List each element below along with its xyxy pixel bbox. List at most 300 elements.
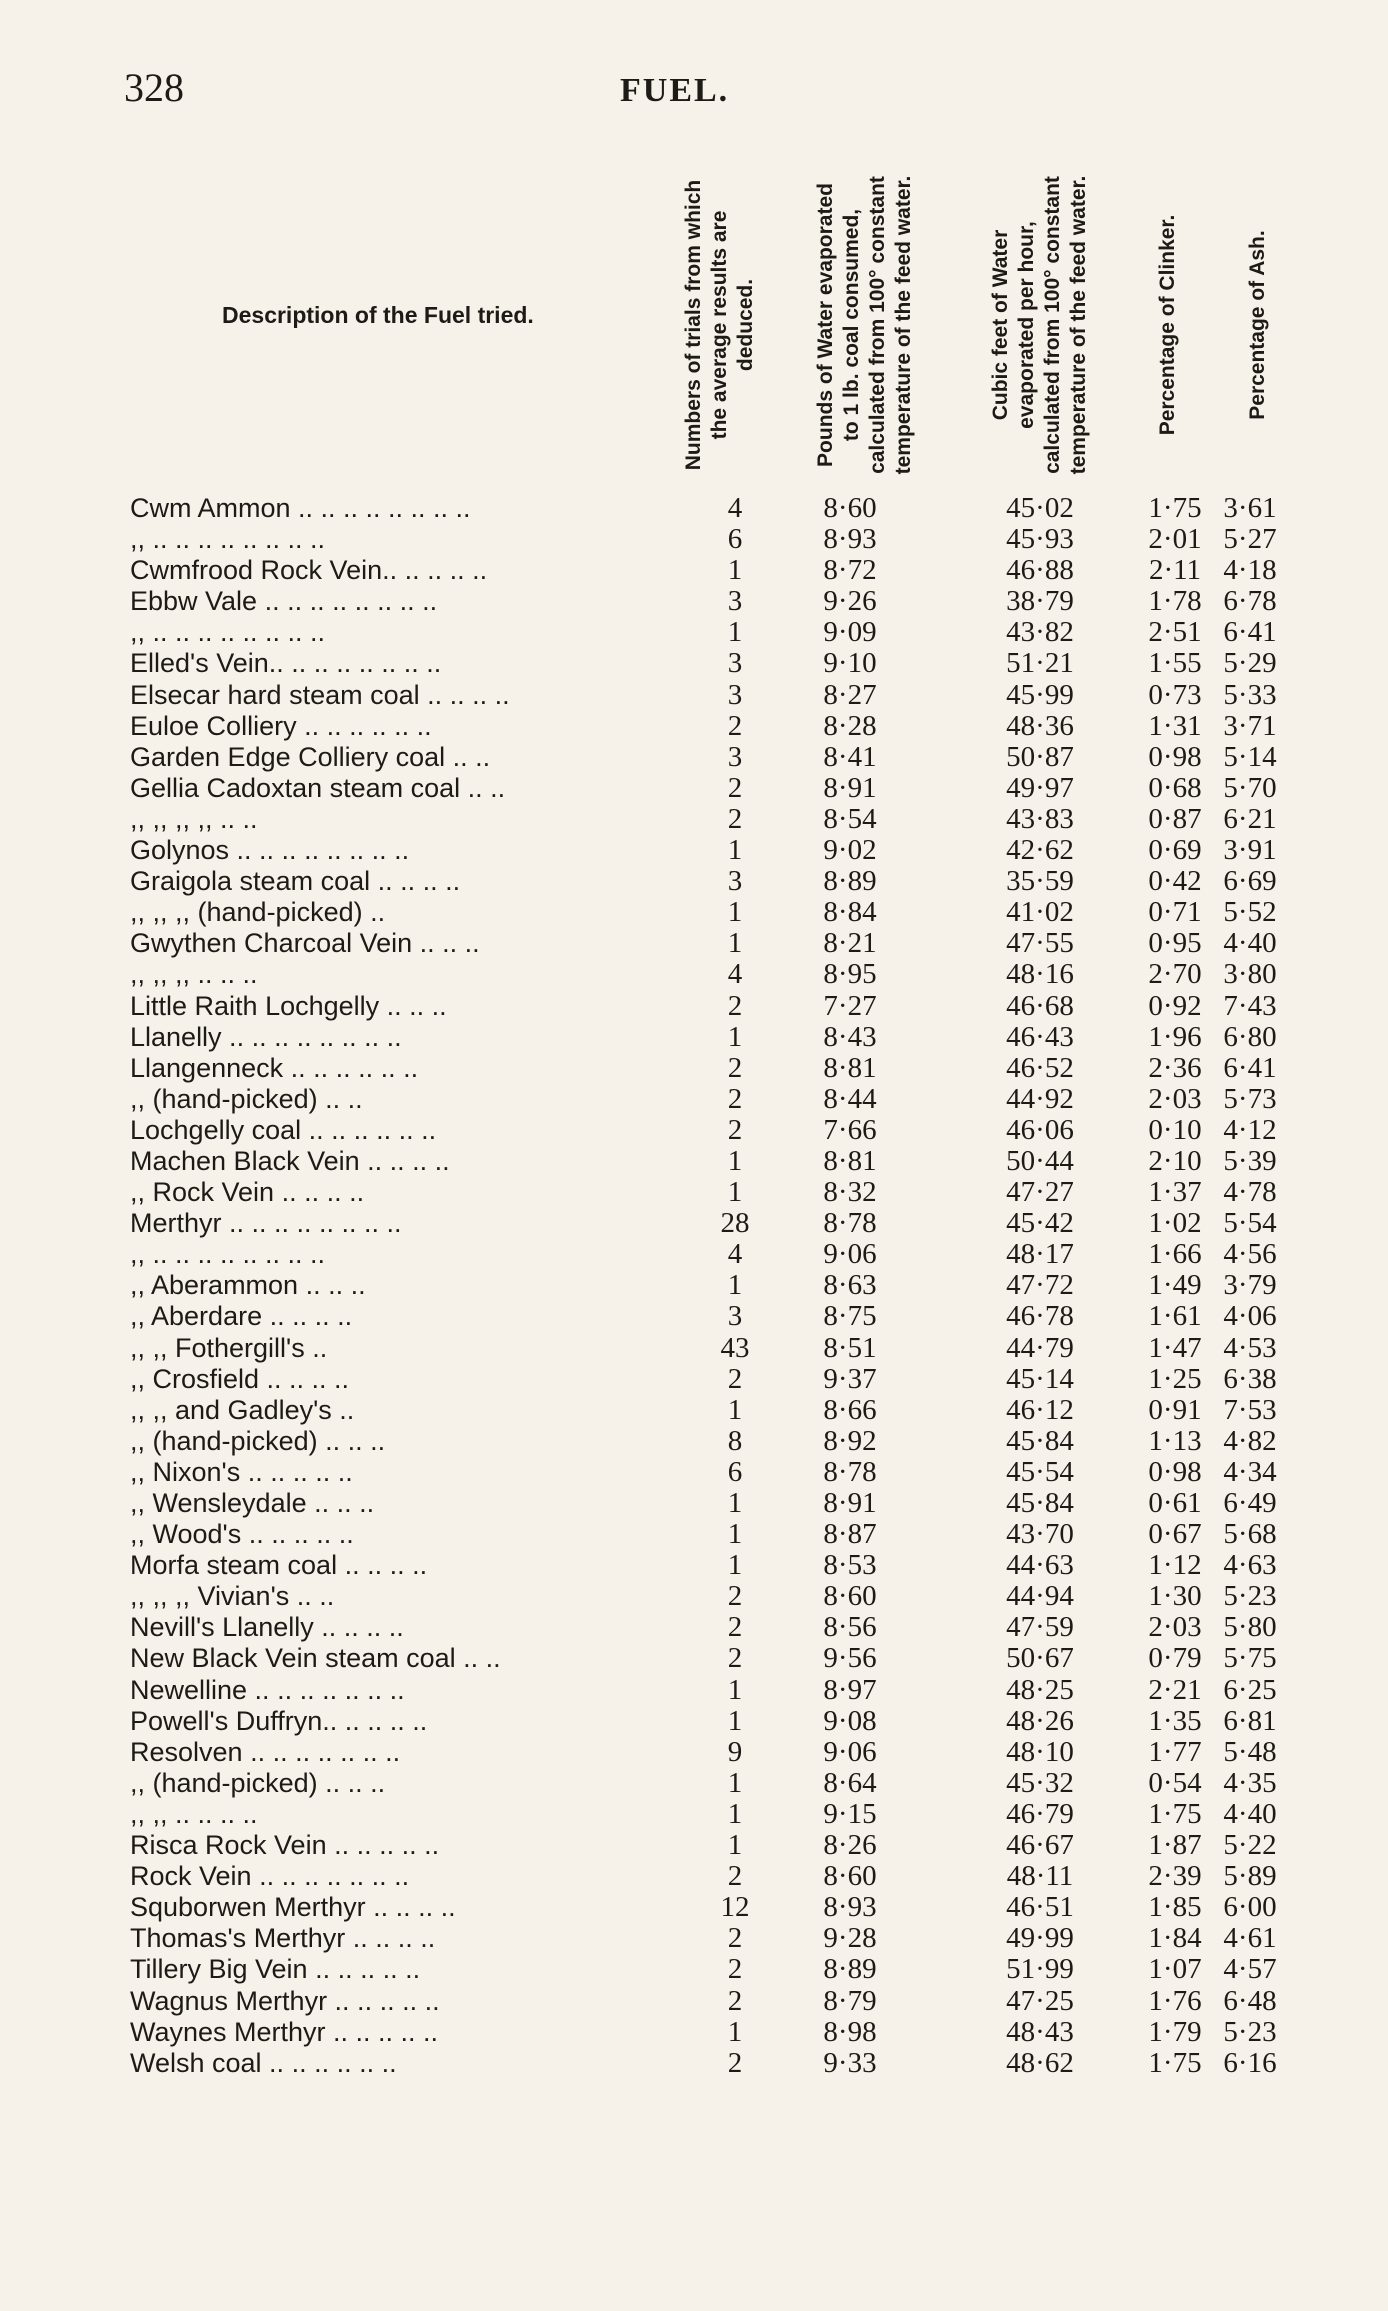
table-row	[130, 1519, 1280, 1550]
clinker-percent: 2·10	[1148, 1144, 1202, 1177]
trials-count: 1	[727, 896, 743, 929]
clinker-percent: 0·95	[1148, 927, 1202, 960]
pounds-water-value: 8·27	[823, 678, 877, 711]
cubic-feet-value: 45·32	[1006, 1766, 1074, 1799]
ash-percent: 6·80	[1223, 1020, 1277, 1053]
trials-count: 8	[727, 1424, 743, 1457]
ash-percent: 5·54	[1223, 1207, 1277, 1240]
table-row	[130, 1488, 1280, 1519]
cubic-feet-value: 47·27	[1006, 1176, 1074, 1209]
trials-count: 2	[727, 709, 743, 742]
table-row	[130, 524, 1280, 555]
column-header-trials: Numbers of trials from which the average results are deduced.	[682, 179, 757, 471]
fuel-description: ,, ,, ,, .. .. ..	[130, 959, 258, 990]
fuel-description: ,, Aberammon .. .. ..	[130, 1270, 366, 1301]
trials-count: 2	[727, 1860, 743, 1893]
cubic-feet-value: 48·11	[1006, 1860, 1074, 1893]
table-row	[130, 1923, 1280, 1954]
trials-count: 2	[727, 1984, 743, 2017]
trials-count: 2	[727, 1113, 743, 1146]
pounds-water-value: 8·53	[823, 1549, 877, 1582]
trials-count: 3	[727, 585, 743, 618]
ash-percent: 5·52	[1223, 896, 1277, 929]
trials-count: 1	[727, 554, 743, 587]
cubic-feet-value: 45·14	[1006, 1362, 1074, 1395]
trials-count: 6	[727, 1455, 743, 1488]
ash-percent: 6·00	[1223, 1891, 1277, 1924]
pounds-water-value: 9·15	[823, 1797, 877, 1830]
fuel-description: Welsh coal .. .. .. .. .. ..	[130, 2047, 397, 2078]
clinker-percent: 1·61	[1148, 1300, 1202, 1333]
fuel-description: ,, ,, ,, Vivian's .. ..	[130, 1581, 335, 1612]
trials-count: 1	[727, 1829, 743, 1862]
cubic-feet-value: 50·44	[1006, 1144, 1074, 1177]
ash-percent: 4·53	[1223, 1331, 1277, 1364]
cubic-feet-value: 44·94	[1006, 1580, 1074, 1613]
trials-count: 1	[727, 1269, 743, 1302]
cubic-feet-value: 45·42	[1006, 1207, 1074, 1240]
trials-count: 1	[727, 834, 743, 867]
cubic-feet-value: 46·06	[1006, 1113, 1074, 1146]
fuel-description: Risca Rock Vein .. .. .. .. ..	[130, 1830, 440, 1861]
fuel-description: Gwythen Charcoal Vein .. .. ..	[130, 928, 480, 959]
pounds-water-value: 8·97	[823, 1673, 877, 1706]
cubic-feet-value: 35·59	[1006, 865, 1074, 898]
fuel-description: ,, Wood's .. .. .. .. ..	[130, 1519, 354, 1550]
ash-percent: 5·73	[1223, 1082, 1277, 1115]
pounds-water-value: 8·26	[823, 1829, 877, 1862]
cubic-feet-value: 51·21	[1006, 647, 1074, 680]
clinker-percent: 0·98	[1148, 740, 1202, 773]
cubic-feet-value: 45·54	[1006, 1455, 1074, 1488]
pounds-water-value: 9·02	[823, 834, 877, 867]
cubic-feet-value: 46·43	[1006, 1020, 1074, 1053]
pounds-water-value: 8·66	[823, 1393, 877, 1426]
pounds-water-value: 8·43	[823, 1020, 877, 1053]
clinker-percent: 0·92	[1148, 989, 1202, 1022]
clinker-percent: 1·30	[1148, 1580, 1202, 1613]
clinker-percent: 0·87	[1148, 802, 1202, 835]
table-row	[130, 742, 1280, 773]
pounds-water-value: 8·92	[823, 1424, 877, 1457]
cubic-feet-value: 48·10	[1006, 1735, 1074, 1768]
cubic-feet-value: 46·78	[1006, 1300, 1074, 1333]
ash-percent: 7·53	[1223, 1393, 1277, 1426]
trials-count: 2	[727, 802, 743, 835]
cubic-feet-value: 46·12	[1006, 1393, 1074, 1426]
clinker-percent: 1·47	[1148, 1331, 1202, 1364]
pounds-water-value: 9·26	[823, 585, 877, 618]
table-row	[130, 555, 1280, 586]
trials-count: 3	[727, 865, 743, 898]
pounds-water-value: 9·09	[823, 616, 877, 649]
pounds-water-value: 8·72	[823, 554, 877, 587]
pounds-water-value: 9·56	[823, 1642, 877, 1675]
cubic-feet-value: 46·52	[1006, 1051, 1074, 1084]
cubic-feet-value: 45·84	[1006, 1487, 1074, 1519]
cubic-feet-value: 47·72	[1006, 1269, 1074, 1302]
clinker-percent: 1·02	[1148, 1207, 1202, 1240]
trials-count: 1	[727, 1487, 743, 1519]
table-row	[130, 1301, 1280, 1332]
table-row	[130, 1457, 1280, 1488]
cubic-feet-value: 45·02	[1006, 492, 1074, 524]
cubic-feet-value: 51·99	[1006, 1953, 1074, 1986]
ash-percent: 4·78	[1223, 1176, 1277, 1209]
trials-count: 2	[727, 1051, 743, 1084]
fuel-description: Cwm Ammon .. .. .. .. .. .. .. ..	[130, 493, 471, 523]
table-row	[130, 648, 1280, 679]
trials-count: 6	[727, 523, 743, 556]
column-header-pounds: Pounds of Water evaporated to 1 lb. coal consumed, calculated from 100° constant temperature of the feed water.	[814, 175, 915, 475]
cubic-feet-value: 41·02	[1006, 896, 1074, 929]
fuel-description: Little Raith Lochgelly .. .. ..	[130, 990, 447, 1021]
pounds-water-value: 8·79	[823, 1984, 877, 2017]
trials-count: 1	[727, 1704, 743, 1737]
clinker-percent: 1·75	[1148, 2046, 1202, 2079]
fuel-description: Morfa steam coal .. .. .. ..	[130, 1550, 428, 1581]
column-header-ash: Percentage of Ash.	[1246, 230, 1269, 420]
trials-count: 2	[727, 1611, 743, 1644]
cubic-feet-value: 46·79	[1006, 1797, 1074, 1830]
clinker-percent: 1·55	[1148, 647, 1202, 680]
fuel-description: ,, Nixon's .. .. .. .. ..	[130, 1456, 353, 1487]
fuel-description: Euloe Colliery .. .. .. .. .. ..	[130, 710, 432, 741]
ash-percent: 5·48	[1223, 1735, 1277, 1768]
fuel-description: Elled's Vein.. .. .. .. .. .. .. ..	[130, 648, 442, 679]
ash-percent: 3·80	[1223, 958, 1277, 991]
ash-percent: 7·43	[1223, 989, 1277, 1022]
clinker-percent: 1·79	[1148, 2015, 1202, 2048]
cubic-feet-value: 48·26	[1006, 1704, 1074, 1737]
fuel-description: Ebbw Vale .. .. .. .. .. .. .. ..	[130, 586, 438, 617]
table-row	[130, 1768, 1280, 1799]
ash-percent: 6·48	[1223, 1984, 1277, 2017]
table-row	[130, 866, 1280, 897]
clinker-percent: 1·25	[1148, 1362, 1202, 1395]
pounds-water-value: 9·06	[823, 1735, 877, 1768]
ash-percent: 6·38	[1223, 1362, 1277, 1395]
trials-count: 9	[727, 1735, 743, 1768]
trials-count: 1	[727, 927, 743, 960]
fuel-description: Merthyr .. .. .. .. .. .. .. ..	[130, 1208, 402, 1239]
column-header-cubic-feet: Cubic feet of Water evaporated per hour, calculated from 100° constant temperature of the feed water.	[989, 175, 1090, 475]
cubic-feet-value: 46·67	[1006, 1829, 1074, 1862]
pounds-water-value: 8·91	[823, 771, 877, 804]
fuel-description: Tillery Big Vein .. .. .. .. ..	[130, 1954, 421, 1985]
fuel-table	[130, 493, 1280, 2079]
cubic-feet-value: 45·99	[1006, 678, 1074, 711]
ash-percent: 6·16	[1223, 2046, 1277, 2079]
clinker-percent: 0·71	[1148, 896, 1202, 929]
trials-count: 2	[727, 771, 743, 804]
fuel-description: ,, (hand-picked) .. ..	[130, 1083, 363, 1114]
ash-percent: 3·61	[1223, 492, 1277, 524]
clinker-percent: 1·13	[1148, 1424, 1202, 1457]
trials-count: 3	[727, 647, 743, 680]
clinker-percent: 0·68	[1148, 771, 1202, 804]
pounds-water-value: 9·37	[823, 1362, 877, 1395]
ash-percent: 4·56	[1223, 1238, 1277, 1271]
ash-percent: 5·14	[1223, 740, 1277, 773]
fuel-description: Wagnus Merthyr .. .. .. .. ..	[130, 1985, 440, 2016]
pounds-water-value: 8·95	[823, 958, 877, 991]
clinker-percent: 2·11	[1148, 554, 1202, 587]
table-row	[130, 1364, 1280, 1395]
ash-percent: 4·40	[1223, 927, 1277, 960]
trials-count: 2	[727, 989, 743, 1022]
clinker-percent: 0·54	[1148, 1766, 1202, 1799]
clinker-percent: 0·91	[1148, 1393, 1202, 1426]
pounds-water-value: 9·33	[823, 2046, 877, 2079]
table-row	[130, 1737, 1280, 1768]
trials-count: 3	[727, 1300, 743, 1333]
pounds-water-value: 9·08	[823, 1704, 877, 1737]
cubic-feet-value: 45·93	[1006, 523, 1074, 556]
trials-count: 12	[720, 1891, 750, 1924]
fuel-description: ,, .. .. .. .. .. .. .. ..	[130, 617, 326, 648]
table-row	[130, 2048, 1280, 2079]
trials-count: 1	[727, 1549, 743, 1582]
pounds-water-value: 8·89	[823, 865, 877, 898]
cubic-feet-value: 48·16	[1006, 958, 1074, 991]
table-row	[130, 1954, 1280, 1985]
clinker-percent: 2·36	[1148, 1051, 1202, 1084]
pounds-water-value: 9·28	[823, 1922, 877, 1955]
pounds-water-value: 8·28	[823, 709, 877, 742]
cubic-feet-value: 49·97	[1006, 771, 1074, 804]
pounds-water-value: 8·93	[823, 523, 877, 556]
ash-percent: 4·82	[1223, 1424, 1277, 1457]
ash-percent: 4·63	[1223, 1549, 1277, 1582]
trials-count: 2	[727, 1642, 743, 1675]
fuel-description: ,, Wensleydale .. .. ..	[130, 1488, 375, 1518]
table-row	[130, 1333, 1280, 1364]
ash-percent: 5·23	[1223, 1580, 1277, 1613]
cubic-feet-value: 44·92	[1006, 1082, 1074, 1115]
table-row	[130, 2017, 1280, 2048]
fuel-description: ,, (hand-picked) .. .. ..	[130, 1767, 386, 1798]
pounds-water-value: 8·21	[823, 927, 877, 960]
table-row	[130, 1022, 1280, 1053]
cubic-feet-value: 48·43	[1006, 2015, 1074, 2048]
fuel-description: Golynos .. .. .. .. .. .. .. ..	[130, 835, 410, 866]
cubic-feet-value: 50·67	[1006, 1642, 1074, 1675]
table-row	[130, 1892, 1280, 1923]
fuel-description: Thomas's Merthyr .. .. .. ..	[130, 1923, 436, 1954]
table-row	[130, 1146, 1280, 1177]
ash-percent: 4·61	[1223, 1922, 1277, 1955]
fuel-description: ,, (hand-picked) .. .. ..	[130, 1425, 386, 1456]
table-row	[130, 1550, 1280, 1581]
clinker-percent: 0·10	[1148, 1113, 1202, 1146]
pounds-water-value: 8·75	[823, 1300, 877, 1333]
fuel-description: Garden Edge Colliery coal .. ..	[130, 741, 491, 772]
fuel-description: ,, ,, .. .. .. ..	[130, 1798, 258, 1829]
fuel-description: Gellia Cadoxtan steam coal .. ..	[130, 772, 506, 803]
pounds-water-value: 8·98	[823, 2015, 877, 2048]
table-row	[130, 773, 1280, 804]
ash-percent: 3·71	[1223, 709, 1277, 742]
cubic-feet-value: 38·79	[1006, 585, 1074, 618]
clinker-percent: 2·51	[1148, 616, 1202, 649]
table-row	[130, 680, 1280, 711]
fuel-description: ,, Aberdare .. .. .. ..	[130, 1301, 353, 1332]
pounds-water-value: 8·60	[823, 1580, 877, 1613]
table-row	[130, 493, 1280, 524]
trials-count: 1	[727, 1020, 743, 1053]
cubic-feet-value: 44·79	[1006, 1331, 1074, 1364]
fuel-description: Lochgelly coal .. .. .. .. .. ..	[130, 1114, 437, 1145]
fuel-description: Newelline .. .. .. .. .. .. ..	[130, 1674, 405, 1705]
ash-percent: 5·89	[1223, 1860, 1277, 1893]
trials-count: 1	[727, 1673, 743, 1706]
fuel-description: Waynes Merthyr .. .. .. .. ..	[130, 2016, 439, 2047]
fuel-description: ,, ,, ,, (hand-picked) ..	[130, 897, 386, 928]
pounds-water-value: 8·64	[823, 1766, 877, 1799]
cubic-feet-value: 46·88	[1006, 554, 1074, 587]
clinker-percent: 1·49	[1148, 1269, 1202, 1302]
trials-count: 2	[727, 2046, 743, 2079]
pounds-water-value: 8·87	[823, 1518, 877, 1551]
table-row	[130, 1115, 1280, 1146]
pounds-water-value: 8·60	[823, 492, 877, 524]
cubic-feet-value: 48·36	[1006, 709, 1074, 742]
ash-percent: 4·57	[1223, 1953, 1277, 1986]
ash-percent: 6·25	[1223, 1673, 1277, 1706]
pounds-water-value: 8·54	[823, 802, 877, 835]
clinker-percent: 0·42	[1148, 865, 1202, 898]
trials-count: 1	[727, 1144, 743, 1177]
cubic-feet-value: 49·99	[1006, 1922, 1074, 1955]
fuel-description: Llanelly .. .. .. .. .. .. .. ..	[130, 1021, 402, 1052]
fuel-description: ,, .. .. .. .. .. .. .. ..	[130, 1239, 326, 1270]
cubic-feet-value: 43·83	[1006, 802, 1074, 835]
cubic-feet-value: 46·51	[1006, 1891, 1074, 1924]
table-row	[130, 1861, 1280, 1892]
fuel-description: Powell's Duffryn.. .. .. .. ..	[130, 1705, 428, 1736]
clinker-percent: 0·67	[1148, 1518, 1202, 1551]
clinker-percent: 1·07	[1148, 1953, 1202, 1986]
cubic-feet-value: 50·87	[1006, 740, 1074, 773]
pounds-water-value: 8·60	[823, 1860, 877, 1893]
fuel-description: Elsecar hard steam coal .. .. .. ..	[130, 679, 510, 710]
clinker-percent: 0·98	[1148, 1455, 1202, 1488]
clinker-percent: 1·66	[1148, 1238, 1202, 1271]
ash-percent: 6·78	[1223, 585, 1277, 618]
ash-percent: 4·18	[1223, 554, 1277, 587]
fuel-description: ,, ,, ,, ,, .. ..	[130, 803, 258, 834]
pounds-water-value: 8·81	[823, 1144, 877, 1177]
clinker-percent: 0·73	[1148, 678, 1202, 711]
page-number: 328	[124, 65, 184, 110]
table-row	[130, 1830, 1280, 1861]
clinker-percent: 1·78	[1148, 585, 1202, 618]
table-row	[130, 1799, 1280, 1830]
trials-count: 1	[727, 1797, 743, 1830]
pounds-water-value: 8·56	[823, 1611, 877, 1644]
table-row	[130, 1239, 1280, 1270]
table-row	[130, 897, 1280, 928]
trials-count: 3	[727, 740, 743, 773]
fuel-description: Graigola steam coal .. .. .. ..	[130, 866, 461, 897]
clinker-percent: 1·75	[1148, 1797, 1202, 1830]
table-row	[130, 804, 1280, 835]
column-header-clinker: Percentage of Clinker.	[1156, 214, 1179, 436]
ash-percent: 5·29	[1223, 647, 1277, 680]
cubic-feet-value: 47·25	[1006, 1984, 1074, 2017]
pounds-water-value: 8·63	[823, 1269, 877, 1302]
clinker-percent: 0·69	[1148, 834, 1202, 867]
cubic-feet-value: 42·62	[1006, 834, 1074, 867]
ash-percent: 5·33	[1223, 678, 1277, 711]
fuel-description: ,, Rock Vein .. .. .. ..	[130, 1177, 365, 1208]
trials-count: 28	[720, 1207, 750, 1240]
trials-count: 1	[727, 2015, 743, 2048]
trials-count: 2	[727, 1580, 743, 1613]
ash-percent: 5·22	[1223, 1829, 1277, 1862]
trials-count: 2	[727, 1922, 743, 1955]
fuel-description: Resolven .. .. .. .. .. .. ..	[130, 1736, 401, 1767]
trials-count: 2	[727, 1362, 743, 1395]
table-row	[130, 1208, 1280, 1239]
fuel-description: Rock Vein .. .. .. .. .. .. ..	[130, 1861, 410, 1892]
fuel-description: Nevill's Llanelly .. .. .. ..	[130, 1612, 404, 1643]
ash-percent: 5·75	[1223, 1642, 1277, 1675]
cubic-feet-value: 48·17	[1006, 1238, 1074, 1271]
trials-count: 4	[727, 1238, 743, 1271]
pounds-water-value: 8·32	[823, 1176, 877, 1209]
trials-count: 43	[720, 1331, 750, 1364]
running-head: FUEL.	[620, 72, 730, 109]
cubic-feet-value: 43·82	[1006, 616, 1074, 649]
fuel-description: ,, ,, Fothergill's ..	[130, 1332, 328, 1363]
pounds-water-value: 9·06	[823, 1238, 877, 1271]
table-row	[130, 617, 1280, 648]
ash-percent: 5·70	[1223, 771, 1277, 804]
fuel-description: New Black Vein steam coal .. ..	[130, 1643, 501, 1674]
table-row	[130, 1581, 1280, 1612]
column-header-description: Description of the Fuel tried.	[222, 302, 534, 328]
clinker-percent: 1·84	[1148, 1922, 1202, 1955]
table-row	[130, 1986, 1280, 2017]
clinker-percent: 0·61	[1148, 1487, 1202, 1519]
cubic-feet-value: 48·25	[1006, 1673, 1074, 1706]
clinker-percent: 1·75	[1148, 492, 1202, 524]
ash-percent: 4·35	[1223, 1766, 1277, 1799]
ash-percent: 6·49	[1223, 1487, 1277, 1519]
trials-count: 2	[727, 1082, 743, 1115]
fuel-description: Llangenneck .. .. .. .. .. ..	[130, 1052, 419, 1083]
table-row	[130, 1706, 1280, 1737]
ash-percent: 5·39	[1223, 1144, 1277, 1177]
trials-count: 4	[727, 958, 743, 991]
trials-count: 3	[727, 678, 743, 711]
cubic-feet-value: 43·70	[1006, 1518, 1074, 1551]
ash-percent: 4·12	[1223, 1113, 1277, 1146]
clinker-percent: 2·70	[1148, 958, 1202, 991]
ash-percent: 3·79	[1223, 1269, 1277, 1302]
fuel-description: Machen Black Vein .. .. .. ..	[130, 1145, 450, 1176]
ash-percent: 6·21	[1223, 802, 1277, 835]
pounds-water-value: 8·89	[823, 1953, 877, 1986]
trials-count: 1	[727, 616, 743, 649]
trials-count: 1	[727, 1518, 743, 1551]
fuel-description: ,, .. .. .. .. .. .. .. ..	[130, 524, 326, 555]
ash-percent: 3·91	[1223, 834, 1277, 867]
table-row	[130, 1675, 1280, 1706]
table-row	[130, 1053, 1280, 1084]
